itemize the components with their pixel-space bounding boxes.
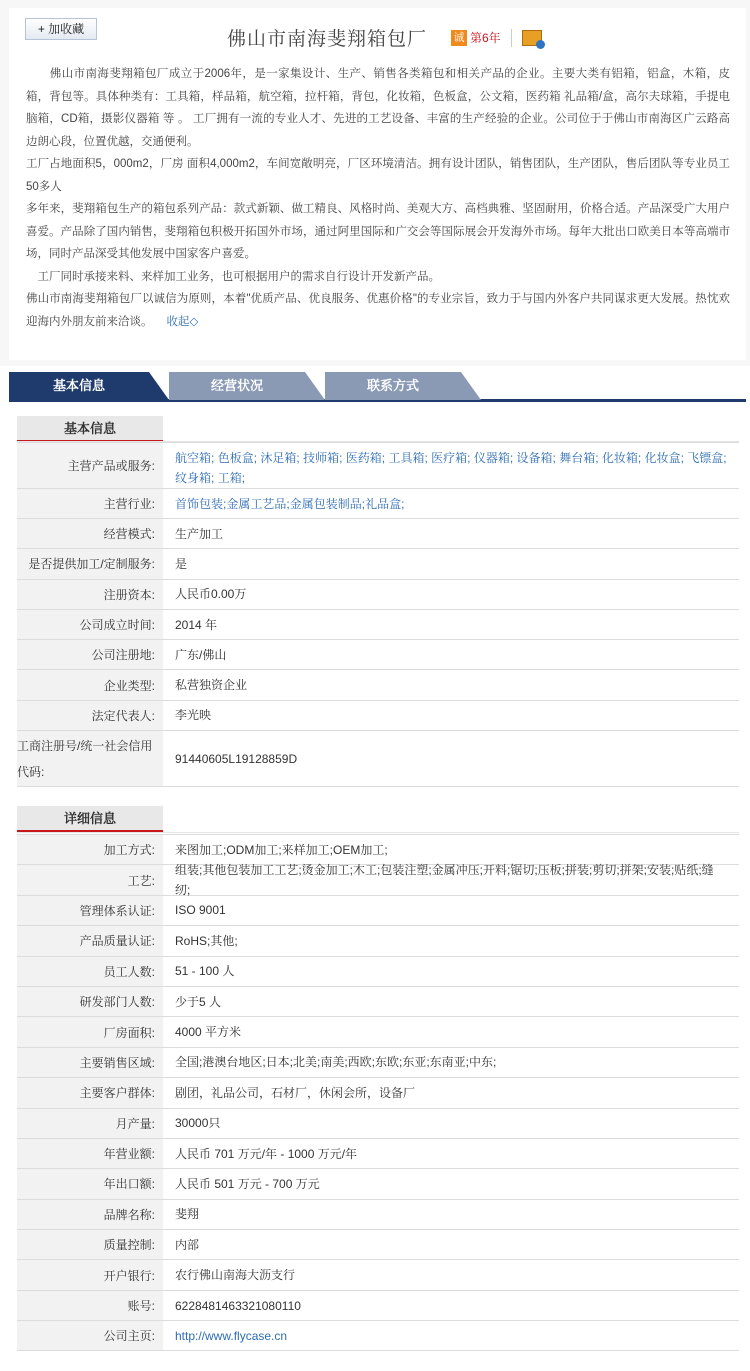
row-label: 年出口额: <box>17 1169 163 1198</box>
product-link[interactable]: 化妆箱 <box>601 451 638 465</box>
tab-operation-status[interactable]: 经营状况 <box>169 372 305 400</box>
separator: ; <box>595 451 602 465</box>
table-row <box>17 1260 739 1290</box>
row-value: 6228481463321080110 <box>175 1298 301 1313</box>
section-title-detail: 详细信息 <box>17 806 163 832</box>
table-row <box>17 1078 739 1108</box>
row-label: 研发部门人数: <box>17 987 163 1016</box>
table-row <box>17 1017 739 1047</box>
row-label: 公司注册地: <box>17 640 163 669</box>
membership-year-badge: 第6年 <box>470 31 501 45</box>
row-value: ISO 9001 <box>175 903 226 918</box>
row-value: 组装;其他包装加工工艺;烫金加工;木工;包装注塑;金属冲压;开料;锯切;压板;拼装;剪切;拼架;安装;贴纸;缝纫; <box>175 863 714 898</box>
row-label: 主营行业: <box>17 489 163 518</box>
row-value: 2014 年 <box>175 617 218 632</box>
row-label: 企业类型: <box>17 670 163 699</box>
row-label: 加工方式: <box>17 835 163 864</box>
row-value: 全国;港澳台地区;日本;北美;南美;西欧;东欧;东亚;东南亚;中东; <box>175 1055 497 1070</box>
product-link[interactable]: 舞台箱 <box>559 451 596 465</box>
product-link[interactable]: 飞镖盒 <box>687 451 724 465</box>
product-link[interactable]: 仪器箱 <box>473 451 510 465</box>
row-label: 主要销售区域: <box>17 1048 163 1077</box>
table-row <box>17 1169 739 1199</box>
product-link[interactable]: 医疗箱 <box>431 451 468 465</box>
collapse-link[interactable]: 收起◇ <box>166 315 199 328</box>
row-value: 来图加工;ODM加工;来样加工;OEM加工; <box>175 842 388 857</box>
company-intro-panel <box>0 0 750 366</box>
separator: ; <box>223 496 227 511</box>
table-row <box>17 670 739 700</box>
row-label: 月产量: <box>17 1109 163 1138</box>
company-name: 佛山市南海斐翔箱包厂 <box>227 29 428 50</box>
separator: ; <box>286 496 290 511</box>
separator: ; <box>253 451 261 465</box>
separator: ; <box>339 451 346 465</box>
row-value: 农行佛山南海大沥支行 <box>175 1268 296 1283</box>
table-row <box>17 443 739 489</box>
divider <box>511 29 512 47</box>
table-row <box>17 519 739 549</box>
table-row <box>17 640 739 670</box>
row-label: 主营产品或服务: <box>17 443 163 488</box>
table-row <box>17 731 739 787</box>
row-value: 生产加工 <box>175 526 224 541</box>
product-link[interactable]: 医药箱 <box>345 451 382 465</box>
row-label: 管理体系认证: <box>17 896 163 925</box>
tab-basic-info[interactable]: 基本信息 <box>9 372 149 400</box>
row-label: 主要客户群体: <box>17 1078 163 1107</box>
separator: ; <box>424 451 432 465</box>
table-row <box>17 1230 739 1260</box>
product-link[interactable]: 色板盒 <box>217 451 254 465</box>
separator: ; <box>637 451 645 465</box>
separator: ; <box>241 471 246 485</box>
product-link[interactable]: 工箱 <box>217 471 242 485</box>
row-label: 开户银行: <box>17 1260 163 1289</box>
separator: ; <box>381 451 389 465</box>
product-link[interactable]: 化妆盒 <box>644 451 681 465</box>
certification-icon <box>522 30 542 46</box>
intro-paragraph: 工厂占地面积5，000m2，厂房 面积4,000m2，车间宽敞明亮，厂区环境清洁。拥有设计团队，销售团队，生产团队，售后团队等专业员工50多人 <box>26 158 730 193</box>
row-value: 人民币0.00万 <box>175 587 247 602</box>
website-link[interactable]: http://www.flycase.cn <box>175 1328 288 1343</box>
row-value <box>163 1321 739 1350</box>
industry-link[interactable]: 金属包装制品 <box>289 496 362 511</box>
intro-text <box>26 63 730 333</box>
row-value: 是 <box>175 556 188 571</box>
row-label: 账号: <box>17 1291 163 1320</box>
row-label: 工艺: <box>17 865 163 894</box>
separator: ; <box>680 451 688 465</box>
industry-link[interactable]: 金属工艺品 <box>226 496 287 511</box>
row-label: 员工人数: <box>17 957 163 986</box>
table-row <box>17 610 739 640</box>
divider <box>17 832 739 833</box>
table-row <box>17 957 739 987</box>
intro-paragraph: 佛山市南海斐翔箱包厂成立于2006年，是一家集设计、生产、销售各类箱包和相关产品的企业。主要大类有铝箱，铝盒，木箱，皮箱，背包等。具体种类有：工具箱，样品箱，航空箱，拉杆箱，背包，化妆箱，色板盒，公文箱，医药箱 礼品箱/盒，高尔夫球箱，手提电脑箱，CD箱，摄影仪器箱 等 。 工厂拥有一流的专业人才、先进的工艺设备、丰富的生产经验的企业。公司位于于佛山市南海区广云路高边朗心段，位置优越，交通便利。 <box>26 68 730 148</box>
product-link[interactable]: 沐足箱 <box>260 451 297 465</box>
table-row <box>17 701 739 731</box>
separator: ; <box>509 451 517 465</box>
row-label: 是否提供加工/定制服务: <box>17 549 163 578</box>
row-value: 91440605L19128859D <box>175 751 298 766</box>
tab-contact[interactable]: 联系方式 <box>325 372 461 400</box>
row-label: 产品质量认证: <box>17 926 163 955</box>
table-row <box>17 549 739 579</box>
table-row <box>17 580 739 610</box>
intro-paragraph: 工厂同时承接来料、来样加工业务，也可根据用户的需求自行设计开发新产品。 <box>26 270 440 283</box>
row-value: 30000只 <box>175 1116 221 1131</box>
product-link[interactable]: 技师箱 <box>303 451 340 465</box>
table-row <box>17 987 739 1017</box>
separator: ; <box>467 451 474 465</box>
row-value: RoHS;其他; <box>175 933 238 948</box>
row-label: 公司主页: <box>17 1321 163 1350</box>
row-label: 厂房面积: <box>17 1017 163 1046</box>
row-value: 李光映 <box>175 708 212 723</box>
cheng-badge-icon: 诚 <box>451 30 467 46</box>
row-label: 公司成立时间: <box>17 610 163 639</box>
intro-paragraph: 多年来，斐翔箱包生产的箱包系列产品：款式新颖、做工精良、风格时尚、美观大方、高档典雅、坚固耐用，价格合适。产品深受广大用户喜爱。产品除了国内销售，斐翔箱包积极开拓国外市场，通过阿里国际和广交会等国际展会开发海外市场。每年大批出口欧美日本等高端市场，同时产品深受其他发展中国家客户喜爱。 <box>26 203 730 260</box>
row-value: 人民币 701 万元/年 - 1000 万元/年 <box>175 1146 358 1161</box>
row-label: 注册资本: <box>17 580 163 609</box>
basic-info-table <box>17 442 739 787</box>
info-tabs <box>9 372 746 402</box>
table-row <box>17 489 739 519</box>
table-row <box>17 1109 739 1139</box>
row-value: 4000 平方米 <box>175 1025 242 1040</box>
industry-link[interactable]: 首饰包装 <box>175 496 224 511</box>
intro-paragraph <box>26 288 730 333</box>
section-title-basic: 基本信息 <box>17 416 163 442</box>
table-row <box>17 863 739 898</box>
row-label: 法定代表人: <box>17 701 163 730</box>
intro-paragraph-text: 佛山市南海斐翔箱包厂以诚信为原则，本着"优质产品、优良服务、优惠价格"的专业宗旨，致力于与国内外客户共同谋求更大发展。热忱欢迎海内外朋友前来洽谈。 <box>26 293 730 328</box>
table-row <box>17 1139 739 1169</box>
product-link[interactable]: 工具箱 <box>388 451 425 465</box>
row-value: 人民币 501 万元 - 700 万元 <box>175 1176 320 1191</box>
row-value: 私营独资企业 <box>175 678 248 693</box>
row-label: 质量控制: <box>17 1230 163 1259</box>
detail-info-table <box>17 834 739 1351</box>
industry-link[interactable]: 礼品盒 <box>365 496 402 511</box>
separator: ; <box>552 451 560 465</box>
row-value: 斐翔 <box>175 1207 200 1222</box>
separator: ; <box>361 496 366 511</box>
separator: ; <box>401 496 405 511</box>
separator: ; <box>211 451 218 465</box>
row-label: 工商注册号/统一社会信用代码: <box>17 731 163 786</box>
row-value: 广东/佛山 <box>175 647 227 662</box>
row-label: 品牌名称: <box>17 1200 163 1229</box>
table-row <box>17 1048 739 1078</box>
industry-list <box>163 489 739 518</box>
add-favorite-button[interactable]: + 加收藏 <box>25 18 97 40</box>
separator: ; <box>296 451 304 465</box>
separator: ; <box>723 451 727 465</box>
row-value: 内部 <box>175 1237 200 1252</box>
products-list <box>163 443 739 488</box>
table-row <box>17 1200 739 1230</box>
product-link[interactable]: 纹身箱 <box>175 471 212 485</box>
row-value: 剧团，礼品公司，石材厂，休闲会所，设备厂 <box>175 1085 416 1100</box>
product-link[interactable]: 设备箱 <box>516 451 553 465</box>
product-link[interactable]: 航空箱 <box>175 451 212 465</box>
table-row <box>17 926 739 956</box>
table-row <box>17 896 739 926</box>
row-value: 51 - 100 人 <box>175 964 235 979</box>
row-label: 经营模式: <box>17 519 163 548</box>
table-row <box>17 1321 739 1351</box>
row-value: 少于5 人 <box>175 994 222 1009</box>
table-row <box>17 1291 739 1321</box>
separator: ; <box>211 471 218 485</box>
row-label: 年营业额: <box>17 1139 163 1168</box>
